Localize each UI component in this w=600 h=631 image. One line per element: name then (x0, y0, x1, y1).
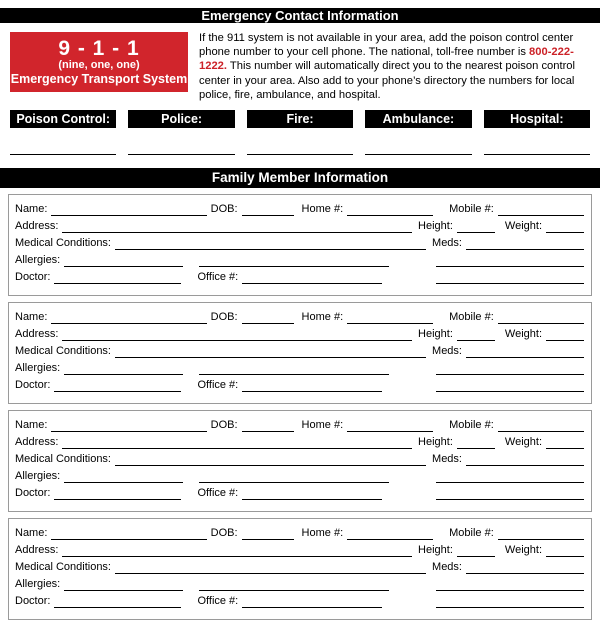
dob-label: DOB: (210, 527, 238, 540)
blank-line (484, 154, 590, 155)
member-row-name (15, 311, 584, 324)
allergies-continuation-line (199, 363, 389, 375)
allergies-continuation-line (199, 255, 389, 267)
home-phone-line (347, 312, 433, 324)
member-row-allergies (15, 470, 584, 483)
name-label: Name: (15, 527, 48, 540)
office-phone-label: Office #: (197, 487, 239, 500)
dob-label: DOB: (210, 203, 238, 216)
member-row-allergies (15, 362, 584, 375)
doctor-label: Doctor: (15, 595, 51, 608)
contact-label-poison-control: Poison Control: (10, 110, 116, 128)
contact-label-hospital: Hospital: (484, 110, 590, 128)
member-row-doctor (15, 595, 584, 608)
dob-label: DOB: (210, 311, 238, 324)
family-member-block (8, 518, 592, 620)
allergies-line (64, 471, 183, 483)
poison-control-phone-number: 800-222-1222. (199, 46, 574, 73)
allergies-label: Allergies: (15, 254, 61, 267)
member-row-name (15, 203, 584, 216)
address-label: Address: (15, 220, 59, 233)
contact-label-police: Police: (128, 110, 234, 128)
name-line (51, 528, 206, 540)
medical-conditions-line (115, 454, 426, 466)
address-line (62, 221, 412, 233)
member-row-address (15, 220, 584, 233)
blank-line (365, 154, 471, 155)
dob-line (242, 528, 294, 540)
home-phone-label: Home #: (301, 311, 344, 324)
meds-label: Meds: (432, 237, 462, 250)
height-line (457, 221, 495, 233)
height-label: Height: (418, 436, 453, 449)
weight-label: Weight: (504, 328, 542, 341)
name-label: Name: (15, 203, 48, 216)
emergency-info-section (10, 32, 590, 102)
member-row-name (15, 527, 584, 540)
family-member-block (8, 194, 592, 296)
medical-conditions-line (115, 562, 426, 574)
contact-label-ambulance: Ambulance: (365, 110, 471, 128)
home-phone-line (347, 204, 433, 216)
mobile-phone-line (498, 528, 584, 540)
office-phone-line (242, 380, 382, 392)
doctor-line (54, 380, 181, 392)
member-row-medical (15, 561, 584, 574)
doctor-label: Doctor: (15, 487, 51, 500)
home-phone-label: Home #: (301, 419, 344, 432)
contact-blank-lines-row (10, 154, 590, 155)
medical-conditions-label: Medical Conditions: (15, 237, 111, 250)
member-row-name (15, 419, 584, 432)
doctor-line (54, 272, 181, 284)
poison-control-paragraph (188, 31, 590, 102)
address-label: Address: (15, 328, 59, 341)
weight-line (546, 437, 584, 449)
family-member-block (8, 410, 592, 512)
meds-continuation-line-2 (436, 380, 584, 392)
dob-line (242, 312, 294, 324)
meds-continuation-line-2 (436, 596, 584, 608)
office-phone-label: Office #: (197, 271, 239, 284)
contact-blank-line-police (128, 154, 234, 155)
medical-conditions-label: Medical Conditions: (15, 345, 111, 358)
allergies-line (64, 579, 183, 591)
doctor-line (54, 488, 181, 500)
medical-conditions-label: Medical Conditions: (15, 453, 111, 466)
family-member-block (8, 302, 592, 404)
allergies-label: Allergies: (15, 578, 61, 591)
meds-line (466, 562, 584, 574)
meds-line (466, 238, 584, 250)
mobile-phone-label: Mobile #: (449, 527, 494, 540)
office-phone-label: Office #: (197, 379, 239, 392)
address-line (62, 437, 412, 449)
doctor-line (54, 596, 181, 608)
allergies-line (64, 255, 183, 267)
page-title: Emergency Contact Information (201, 8, 399, 23)
member-row-medical (15, 345, 584, 358)
address-label: Address: (15, 436, 59, 449)
contact-blank-line-fire (247, 154, 353, 155)
dob-label: DOB: (210, 419, 238, 432)
member-row-allergies (15, 578, 584, 591)
meds-continuation-line-2 (436, 488, 584, 500)
allergies-label: Allergies: (15, 362, 61, 375)
dob-line (242, 420, 294, 432)
medical-conditions-label: Medical Conditions: (15, 561, 111, 574)
intro-text-after: This number will automatically direct you to the nearest poison control center in your area. Also add to your phone’s directory the numbers for local police, fire, ambulance, and hospital. (199, 60, 576, 101)
office-phone-label: Office #: (197, 595, 239, 608)
meds-continuation-line-1 (436, 363, 584, 375)
mobile-phone-line (498, 204, 584, 216)
mobile-phone-line (498, 420, 584, 432)
meds-label: Meds: (432, 453, 462, 466)
member-row-doctor (15, 379, 584, 392)
blank-line (128, 154, 234, 155)
meds-line (466, 346, 584, 358)
meds-continuation-line-1 (436, 579, 584, 591)
member-row-medical (15, 237, 584, 250)
weight-line (546, 329, 584, 341)
family-section-bar (0, 168, 600, 188)
address-line (62, 545, 412, 557)
name-label: Name: (15, 311, 48, 324)
member-row-doctor (15, 487, 584, 500)
medical-conditions-line (115, 238, 426, 250)
emergency-contact-form (0, 8, 600, 631)
weight-label: Weight: (504, 220, 542, 233)
office-phone-line (242, 272, 382, 284)
height-line (457, 437, 495, 449)
intro-text-before: If the 911 system is not available in your area, add the poison control center phone number to your cell phone. The national, toll-free number is (199, 32, 574, 59)
address-label: Address: (15, 544, 59, 557)
weight-line (546, 545, 584, 557)
family-section-title: Family Member Information (211, 170, 389, 186)
mobile-phone-label: Mobile #: (449, 203, 494, 216)
height-label: Height: (418, 328, 453, 341)
name-line (51, 420, 206, 432)
contact-blank-line-hospital (484, 154, 590, 155)
contact-labels-row (10, 110, 590, 128)
nine-one-one-number: 9 - 1 - 1 (58, 36, 140, 60)
address-line (62, 329, 412, 341)
mobile-phone-label: Mobile #: (449, 311, 494, 324)
family-members-list (0, 194, 600, 620)
meds-line (466, 454, 584, 466)
allergies-line (64, 363, 183, 375)
office-phone-line (242, 488, 382, 500)
meds-continuation-line-1 (436, 255, 584, 267)
weight-line (546, 221, 584, 233)
meds-label: Meds: (432, 561, 462, 574)
allergies-continuation-line (199, 471, 389, 483)
home-phone-label: Home #: (301, 527, 344, 540)
header-bar (0, 8, 600, 23)
doctor-label: Doctor: (15, 271, 51, 284)
doctor-label: Doctor: (15, 379, 51, 392)
height-label: Height: (418, 220, 453, 233)
member-row-allergies (15, 254, 584, 267)
blank-line (247, 154, 353, 155)
meds-label: Meds: (432, 345, 462, 358)
meds-continuation-line-1 (436, 471, 584, 483)
mobile-phone-line (498, 312, 584, 324)
dob-line (242, 204, 294, 216)
height-label: Height: (418, 544, 453, 557)
name-label: Name: (15, 419, 48, 432)
height-line (457, 545, 495, 557)
weight-label: Weight: (504, 544, 542, 557)
name-line (51, 204, 206, 216)
member-row-medical (15, 453, 584, 466)
contact-blank-line-ambulance (365, 154, 471, 155)
mobile-phone-label: Mobile #: (449, 419, 494, 432)
name-line (51, 312, 206, 324)
member-row-doctor (15, 271, 584, 284)
office-phone-line (242, 596, 382, 608)
contact-blank-line-poison-control (10, 154, 116, 155)
nine-one-one-box (10, 32, 188, 92)
member-row-address (15, 436, 584, 449)
home-phone-line (347, 528, 433, 540)
nine-one-one-words: (nine, one, one) (58, 58, 140, 71)
meds-continuation-line-2 (436, 272, 584, 284)
blank-line (10, 154, 116, 155)
home-phone-line (347, 420, 433, 432)
allergies-continuation-line (199, 579, 389, 591)
medical-conditions-line (115, 346, 426, 358)
weight-label: Weight: (504, 436, 542, 449)
emergency-transport-subtitle: Emergency Transport System (10, 71, 188, 86)
contact-label-fire: Fire: (247, 110, 353, 128)
member-row-address (15, 544, 584, 557)
height-line (457, 329, 495, 341)
member-row-address (15, 328, 584, 341)
home-phone-label: Home #: (301, 203, 344, 216)
allergies-label: Allergies: (15, 470, 61, 483)
